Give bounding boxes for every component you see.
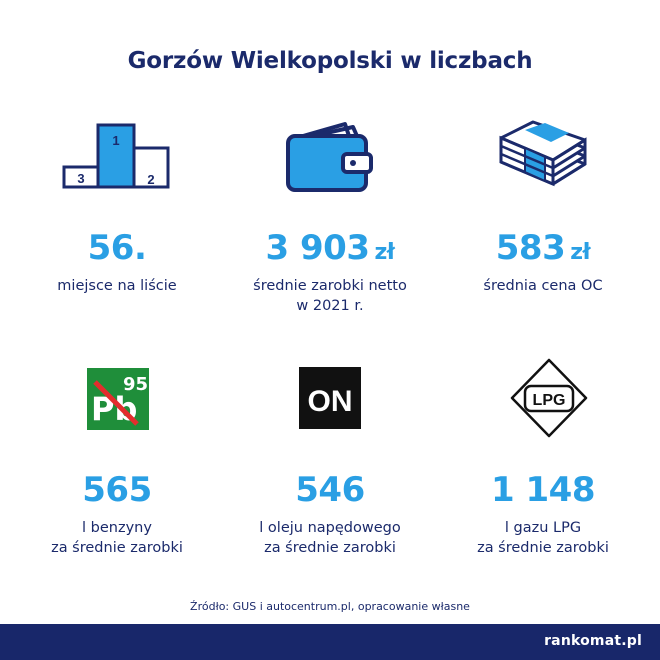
ranking-value: 56. (87, 228, 147, 268)
ranking-caption: miejsce na liście (57, 278, 177, 294)
diesel-label: ON (307, 385, 353, 418)
podium-first-label: 1 (112, 133, 120, 148)
diesel-value: 546 (295, 470, 365, 510)
podium-second-label: 2 (147, 172, 155, 187)
lpg-caption: l gazu LPG za średnie zarobki (477, 520, 609, 556)
podium-third-label: 3 (77, 171, 85, 186)
wallet-icon (283, 116, 375, 194)
petrol-caption: l benzyny za średnie zarobki (51, 520, 183, 556)
diesel-icon (299, 367, 361, 429)
insurance-caption: średnia cena OC (483, 278, 603, 294)
salary-caption: średnie zarobki netto w 2021 r. (253, 278, 407, 314)
insurance-value: 583 zł (495, 228, 591, 268)
podium-icon (62, 122, 172, 192)
insurance-unit: zł (570, 240, 591, 265)
pb95-letters: Pb (91, 390, 138, 428)
page-title: Gorzów Wielkopolski w liczbach (127, 48, 533, 74)
salary-value: 3 903 zł (265, 228, 395, 268)
brand-logo[interactable]: rankomat.pl (544, 633, 642, 649)
footer-bar (0, 624, 660, 660)
diesel-caption: l oleju napędowego za średnie zarobki (259, 520, 401, 556)
lpg-icon (509, 357, 589, 439)
lpg-label: LPG (532, 392, 566, 409)
salary-unit: zł (374, 240, 395, 265)
pb95-icon (87, 368, 149, 430)
lpg-value: 1 148 (491, 470, 595, 510)
money-stack-icon (495, 120, 591, 192)
petrol-value: 565 (82, 470, 152, 510)
source-note: Źródło: GUS i autocentrum.pl, opracowanie własne (190, 600, 470, 613)
pb95-octane: 95 (123, 374, 149, 395)
